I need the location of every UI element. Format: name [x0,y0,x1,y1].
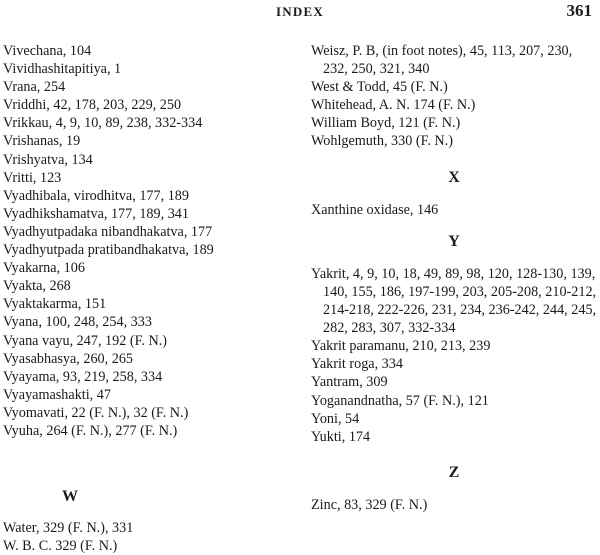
index-entry: Vyuha, 264 (F. N.), 277 (F. N.) [3,422,178,439]
index-entry: Zinc, 83, 329 (F. N.) [311,496,428,513]
index-entry: Vyadhikshamatva, 177, 189, 341 [3,205,189,222]
index-entry: Yukti, 174 [311,428,371,445]
index-entry: Weisz, P. B, (in foot notes), 45, 113, 207, 230, 232, 250, 321, 340 [311,43,573,78]
section-heading-x: X [448,168,460,186]
index-entry: Vrishanas, 19 [3,133,81,150]
index-entry: Vrikkau, 4, 9, 10, 89, 238, 332-334 [3,115,203,132]
index-entry: Yoganandnatha, 57 (F. N.), 121 [311,392,489,409]
index-entry: Vrishyatva, 134 [3,151,93,168]
index-entry: Vyana vayu, 247, 192 (F. N.) [3,332,167,349]
index-entry: Vritti, 123 [3,169,62,186]
index-entry: Wohlgemuth, 330 (F. N.) [311,133,453,150]
index-entry: Vyana, 100, 248, 254, 333 [3,314,152,331]
index-entry: Vivechana, 104 [3,43,92,59]
index-entry: Xanthine oxidase, 146 [311,201,439,218]
index-entry: Vyakarna, 106 [3,260,85,277]
index-entry: Vyakta, 268 [3,278,71,295]
index-entry: Whitehead, A. N. 174 (F. N.) [311,97,476,114]
index-entry: Vyadhibala, virodhitva, 177, 189 [3,187,189,204]
index-entry: Water, 329 (F. N.), 331 [3,520,134,537]
section-heading-w: W [62,488,78,506]
index-entry: Vyadhyutpadaka nibandhakatva, 177 [3,223,213,240]
index-entry: Vyayamashakti, 47 [3,386,111,403]
index-entry: Vyadhyutpada pratibandhakatva, 189 [3,242,214,259]
index-entry: Vyomavati, 22 (F. N.), 32 (F. N.) [3,404,189,421]
left-column [3,42,298,555]
index-entry: Yakrit, 4, 9, 10, 18, 49, 89, 98, 120, 128-130, 139, 140, 155, 186, 197-199, 203, 205-208, 210-212, 214-218, 222-226, 231, 234, 236-242, 244, 245, 282, 283, 307, 332-334 [311,265,597,337]
index-entry: Yantram, 309 [311,374,388,391]
index-entry: Vrana, 254 [3,79,66,96]
index-entry: Yakrit roga, 334 [311,356,403,373]
index-entry: Yoni, 54 [311,410,360,427]
section-heading-z: Z [448,463,460,481]
index-entry: Vriddhi, 42, 178, 203, 229, 250 [3,97,182,114]
index-entry: William Boyd, 121 (F. N.) [311,115,461,132]
index-entry: Vyasabhasya, 260, 265 [3,350,134,367]
section-heading-y: Y [448,232,460,250]
index-entry: Vividhashitapitiya, 1 [3,61,122,78]
page-number: 361 [566,1,592,20]
index-entry: W. B. C. 329 (F. N.) [3,538,118,555]
running-head: INDEX [276,4,324,19]
index-entry: West & Todd, 45 (F. N.) [311,79,448,96]
index-entry: Vyaktakarma, 151 [3,296,107,313]
index-entry: Vyayama, 93, 219, 258, 334 [3,368,163,385]
right-column [311,42,597,514]
index-entry: Yakrit paramanu, 210, 213, 239 [311,338,491,355]
